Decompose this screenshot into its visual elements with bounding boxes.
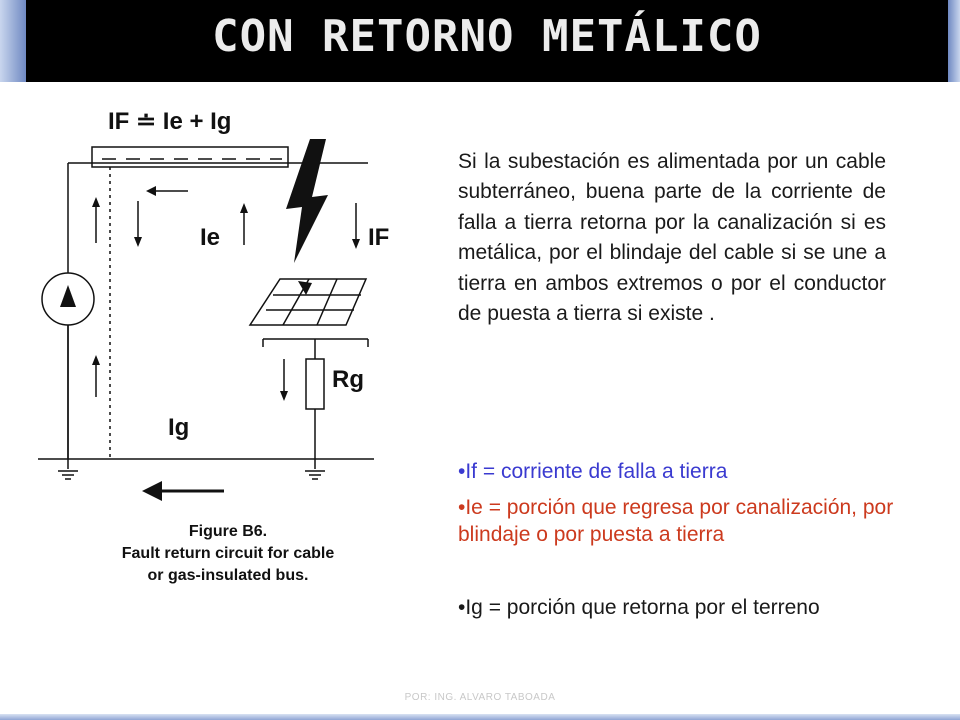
earth-return-arrow: [142, 481, 162, 501]
left-accent-bar: [0, 0, 26, 82]
caption-line1: Figure B6.: [188, 523, 268, 540]
bullet-ie: •Ie = porción que regresa por canalización, por blindaje o por puesta a tierra: [458, 496, 894, 546]
footer-credit: POR: ING. ALVARO TABOADA: [404, 692, 556, 703]
title-bar: [26, 0, 948, 82]
lightning-bolt: [286, 139, 328, 263]
bottom-accent-bar: [0, 714, 960, 720]
cable-sheath: [92, 147, 288, 167]
circuit-diagram: [28, 95, 428, 515]
caption-line2: Fault return circuit for cable: [121, 545, 335, 562]
ground-resistance: [306, 359, 324, 409]
label-ig: Ig: [168, 414, 190, 441]
bullet-ig: •Ig = porción que retorna por el terreno: [458, 596, 820, 619]
description-paragraph: Si la subestación es alimentada por un cable subterráneo, buena parte de la corriente de falla a tierra retorna por la canalización si es metálica, por el blindaje del cable si se une a tierra en ambos extremos o por el conductor de puesta a tierra si existe .: [458, 150, 886, 326]
caption-line3: or gas-insulated bus.: [147, 567, 309, 584]
label-ie: Ie: [200, 224, 221, 251]
label-if: IF: [368, 224, 390, 251]
label-rg: Rg: [332, 366, 364, 393]
equation-label: IF ≐ Ie + Ig: [108, 108, 232, 135]
slide-title: CON RETORNO METÁLICO: [212, 11, 762, 62]
fault-return-circuit-figure: [28, 95, 428, 615]
bullet-if: •If = corriente de falla a tierra: [458, 460, 728, 483]
right-accent-bar: [948, 0, 960, 82]
